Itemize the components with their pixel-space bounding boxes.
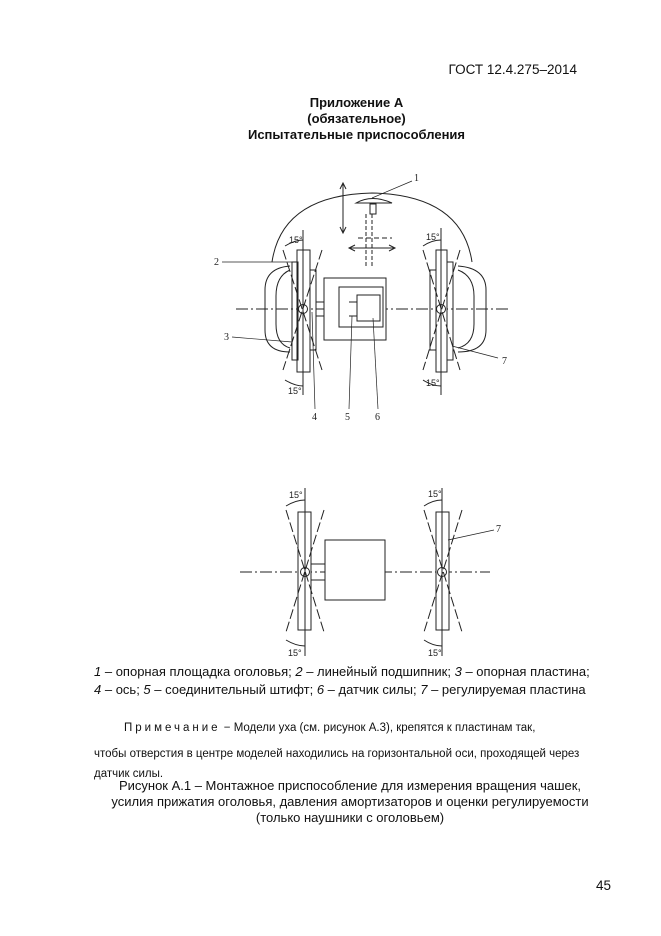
- legend-text: – датчик силы;: [324, 682, 421, 697]
- legend-num: 5: [143, 682, 151, 697]
- angle-label: 15°: [428, 648, 442, 658]
- angle-label: 15°: [428, 489, 442, 499]
- angle-label: 15°: [288, 648, 302, 658]
- note-text-1: Модели уха (см. рисунок А.3), крепятся к пластинам так,: [233, 722, 536, 734]
- figure-legend: [94, 663, 614, 699]
- legend-text: – ось;: [101, 682, 144, 697]
- note-text-2: чтобы отверстия в центре моделей находились на горизонтальной оси, проходящей через: [94, 748, 580, 760]
- legend-text: – опорная пластина;: [461, 664, 590, 679]
- note-block: [94, 718, 614, 784]
- callout-7-bottom: 7: [496, 524, 501, 535]
- callout-3: 3: [224, 332, 229, 343]
- angle-label: 15°: [289, 235, 303, 245]
- appendix-subtitle: Испытательные приспособления: [247, 127, 466, 142]
- angle-label: 15°: [289, 490, 303, 500]
- document-number: ГОСТ 12.4.275–2014: [448, 62, 577, 77]
- legend-line-1: [94, 663, 614, 681]
- legend-text: – опорная площадка оголовья;: [101, 664, 296, 679]
- caption-line-3: (только наушники с оголовьем): [255, 810, 445, 825]
- angle-label: 15°: [426, 232, 440, 242]
- legend-text: – линейный подшипник;: [302, 664, 455, 679]
- legend-num: 7: [420, 682, 428, 697]
- caption-line-1: Рисунок А.1 – Монтажное приспособление для измерения вращения чашек,: [118, 778, 582, 793]
- legend-num: 6: [316, 682, 325, 697]
- appendix-status: (обязательное): [307, 111, 406, 126]
- legend-num: 1: [94, 664, 102, 679]
- legend-text: – соединительный штифт;: [150, 682, 317, 697]
- legend-num: 4: [94, 682, 102, 697]
- callout-4: 4: [312, 412, 317, 423]
- page-number: 45: [595, 878, 611, 893]
- note-line-1: [94, 718, 614, 738]
- legend-text: – регулируемая пластина: [427, 682, 586, 697]
- angle-label: 15°: [288, 386, 302, 396]
- legend-num: 3: [454, 664, 462, 679]
- callout-7: 7: [502, 356, 507, 367]
- figure-caption: [70, 778, 630, 826]
- callout-6: 6: [375, 412, 380, 423]
- angle-label: 15°: [426, 378, 440, 388]
- appendix-title: Приложение А: [309, 95, 404, 110]
- note-label: Примечание: [124, 722, 221, 734]
- note-separator: −: [220, 722, 234, 734]
- note-text-3: датчик силы.: [94, 768, 164, 780]
- caption-line-2: усилия прижатия оголовья, давления амортизаторов и оценки регулируемости: [111, 794, 589, 809]
- legend-line-2: [94, 681, 614, 699]
- legend-num: 2: [295, 664, 303, 679]
- callout-2: 2: [214, 257, 219, 268]
- callout-1: 1: [414, 173, 419, 184]
- callout-5: 5: [345, 412, 350, 423]
